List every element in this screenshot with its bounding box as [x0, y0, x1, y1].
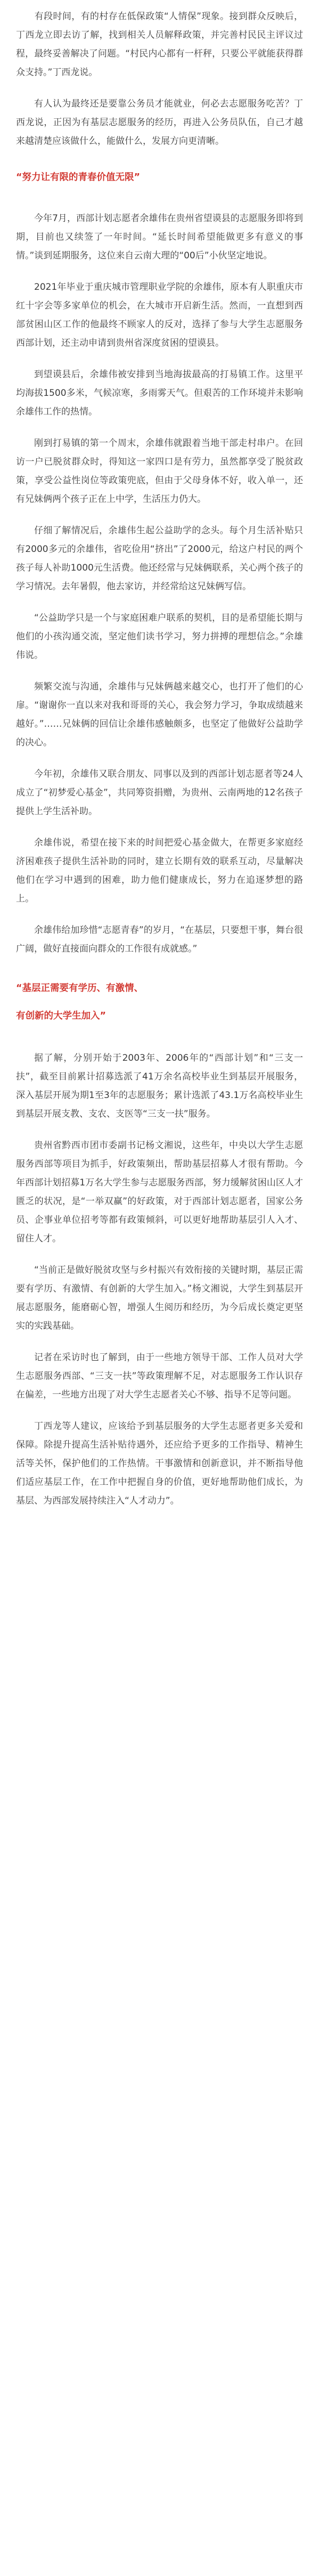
- article-paragraph: 有人认为最终还是要靠公务员才能就业，何必去志愿服务吃苦？丁西龙说，正因为有基层志愿服务的经历，再进入公务员队伍，自己才越来越清楚应该做什么，能做什么，发展方向更清晰。: [16, 99, 303, 147]
- section-heading-line: “基层正需要有学历、有激情、: [16, 983, 144, 994]
- article-paragraph: 2021年毕业于重庆城市管理职业学院的余雄伟，原本有人职重庆市红十字会等多家单位的机会，在大城市开启新生活。然而，一直想到西部贫困山区工作的他最终不顾家人的反对，选择了参与大学生志愿服务西部计划，还主动申请到贵州省深度贫困的望谟县。: [16, 282, 303, 348]
- article-paragraph: 丁西龙等人建议，应该给予到基层服务的大学生志愿者更多关爱和保障。除提升提高生活补贴待遇外，还应给予更多的工作指导、精神生活等关怀，保护他们的工作热情。干事激情和创新意识，并不断指导他们适应基层工作，在工作中把握自身的价值，更好地帮助他们成长，为基层、为西部发展持续注入“人才动力”。: [16, 1421, 303, 1506]
- article-paragraph: 余雄伟说，希望在接下来的时间把爱心基金做大，在帮更多家庭经济困难孩子提供生活补助的同时，建立长期有效的联系互动，尽量解决他们在学习中遇到的困难，助力他们健康成长，努力在追逐梦想的路上。: [16, 838, 303, 904]
- article-paragraph: 今年初，余雄伟又联合朋友、同事以及到的西部计划志愿者等24人成立了“初梦爱心基金”，共同筹资捐赠，为贵州、云南两地的12名孩子提供上学生活补助。: [16, 769, 303, 817]
- article-paragraph: 有段时间，有的村存在低保政策“人情保”现象。接到群众反映后，丁西龙立即去访了解，找到相关人员解释政策，并完善村民民主评议过程，最终妥善解决了问题。“村民内心都有一杆秤，只要公平就能获得群众支持。”丁西龙说。: [16, 11, 303, 78]
- article-paragraph: 到望谟县后，余雄伟被安排到当地海拔最高的打易镇工作。这里平均海拔1500多米，气候凉寒，多雨雾天气。但艰苦的工作环境并未影响余雄伟工作的热情。: [16, 369, 303, 417]
- section-heading: [16, 974, 303, 1030]
- article-paragraph: 今年7月，西部计划志愿者余雄伟在贵州省望谟县的志愿服务即将到期，目前也又续签了一年时间。“延长时间希望能做更多有意义的事情。”谈到延期服务，这位来自云南大理的“00后”小伙坚定地说。: [16, 213, 303, 261]
- article-paragraph: 记者在采访时也了解到，由于一些地方领导干部、工作人员对大学生志愿服务西部、“三支一扶”等政策理解不足，对志愿服务工作认识存在偏差，一些地方出现了对大学生志愿者关心不够、指导不足等问题。: [16, 1352, 303, 1400]
- article-paragraph: “当前正是做好脱贫攻坚与乡村振兴有效衔接的关键时期，基层正需要有学历、有激情、有创新的大学生加入。”杨文湘说，大学生到基层开展志愿服务，能磨砺心智，增强人生阅历和经历，为今后成长奠定更坚实的实践基础。: [16, 1265, 303, 1331]
- article-paragraph: 贵州省黔西市团市委副书记杨文湘说，这些年，中央以大学生志愿服务西部等项目为抓手，好政策频出，帮助基层招募人才很有帮助。今年西部计划招募1万名大学生参与志愿服务西部，努力缓解贫困山区人才匮乏的状况，是“一举双赢”的好政策，对于西部计划志愿者，国家公务员、企事业单位招考等都有政策倾斜，可以更好地帮助基层引人入才、留住人才。: [16, 1140, 303, 1244]
- article-paragraph: 刚到打易镇的第一个周末，余雄伟就跟着当地干部走村串户。在回访一户已脱贫群众时，得知这一家四口是有劳力，虽然都享受了脱贫政策，享受公益性岗位等政策兜底，但由于父母身体不好，收入单一，还有兄妹俩两个孩子正在上中学，生活压力仍大。: [16, 438, 303, 505]
- section-heading: “努力让有限的青春价值无限”: [16, 172, 141, 183]
- article-paragraph: 据了解，分别开始于2003年、2006年的“西部计划”和“三支一扶”，截至目前累计招募选派了41万余名高校毕业生到基层开展服务，深入基层开展为期1至3年的志愿服务；累计选派了43.1万名高校毕业生到基层开展支教、支农、支医等“三支一扶”服务。: [16, 1053, 303, 1119]
- section-heading-line: 有创新的大学生加入”: [16, 1011, 107, 1021]
- article-paragraph: 余雄伟给加珍惜“志愿青春”的岁月，“在基层，只要想干事，舞台很广阔，做好直接面向群众的工作很有成就感。”: [16, 925, 303, 954]
- article-paragraph: “公益助学只是一个与家庭困难户联系的契机，目的是希望能长期与他们的小孩沟通交流，坚定他们读书学习，努力拼搏的理想信念。”余雄伟说。: [16, 613, 303, 661]
- article-paragraph: 频繁交流与沟通，余雄伟与兄妹俩越来越交心，也打开了他们的心扉。“谢谢你一直以来对我和哥哥的关心，我会努力学习，争取成绩越来越好。”……兄妹俩的回信让余雄伟感触颇多，也坚定了他做好公益助学的决心。: [16, 681, 303, 748]
- article-paragraph: 仔细了解情况后，余雄伟生起公益助学的念头。每个月生活补贴只有2000多元的余雄伟，省吃俭用“挤出”了2000元，给这户村民的两个孩子每人补助1000元生活费。他还经常与兄妹俩联系，关心两个孩子的学习情况。去年暑假，他去家访，并经常给这兄妹俩写信。: [16, 525, 303, 592]
